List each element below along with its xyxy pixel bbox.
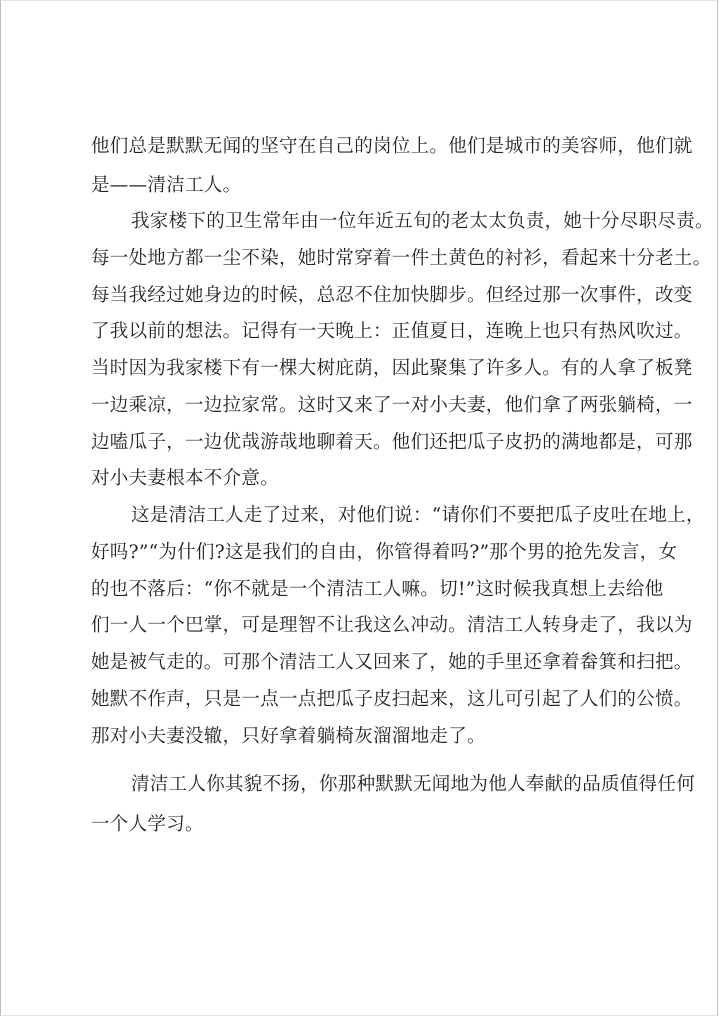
text-line: 那对小夫妻没辙，只好拿着躺椅灰溜溜地走了。	[91, 726, 486, 747]
text-line: 一个人学习。	[91, 814, 204, 835]
text-line: 对小夫妻根本不介意。	[91, 468, 280, 489]
text-line: 了我以前的想法。记得有一天晚上：正值夏日，连晚上也只有热风吹过。	[91, 321, 693, 342]
text-line: 好吗?”“为什们?这是我们的自由，你管得着吗?”那个男的抢先发言，女	[91, 542, 678, 563]
text-line: 当时因为我家楼下有一棵大树庇荫，因此聚集了许多人。有的人拿了板凳	[91, 358, 693, 379]
text-line: 们一人一个巴掌，可是理智不让我这么冲动。清洁工人转身走了，我以为	[91, 615, 693, 636]
paragraph-first-line: 这是清洁工人走了过来，对他们说：“请你们不要把瓜子皮吐在地上，	[131, 505, 705, 526]
text-line: 边嗑瓜子，一边优哉游哉地聊着天。他们还把瓜子皮扔的满地都是，可那	[91, 432, 693, 453]
text-line: 每当我经过她身边的时候，总忍不住加快脚步。但经过那一次事件，改变	[91, 285, 693, 306]
text-line: 一边乘凉，一边拉家常。这时又来了一对小夫妻，他们拿了两张躺椅，一	[91, 395, 693, 416]
text-line: 的也不落后：“你不就是一个清洁工人嘛。切!”这时候我真想上去给他	[91, 579, 664, 600]
text-line: 每一处地方都一尘不染，她时常穿着一件土黄色的衬衫，看起来十分老土。	[91, 248, 712, 269]
text-line: 他们总是默默无闻的坚守在自己的岗位上。他们是城市的美容师，他们就	[91, 136, 693, 157]
paragraph-first-line: 我家楼下的卫生常年由一位年近五旬的老太太负责，她十分尽职尽责。	[131, 211, 714, 232]
text-line: 她是被气走的。可那个清洁工人又回来了，她的手里还拿着畚箕和扫把。	[91, 652, 693, 673]
text-line: 她默不作声，只是一点一点把瓜子皮扫起来，这儿可引起了人们的公愤。	[91, 689, 693, 710]
text-line: 是——清洁工人。	[91, 175, 242, 196]
paragraph-first-line: 清洁工人你其貌不扬，你那种默默无闻地为他人奉献的品质值得任何	[131, 774, 696, 795]
